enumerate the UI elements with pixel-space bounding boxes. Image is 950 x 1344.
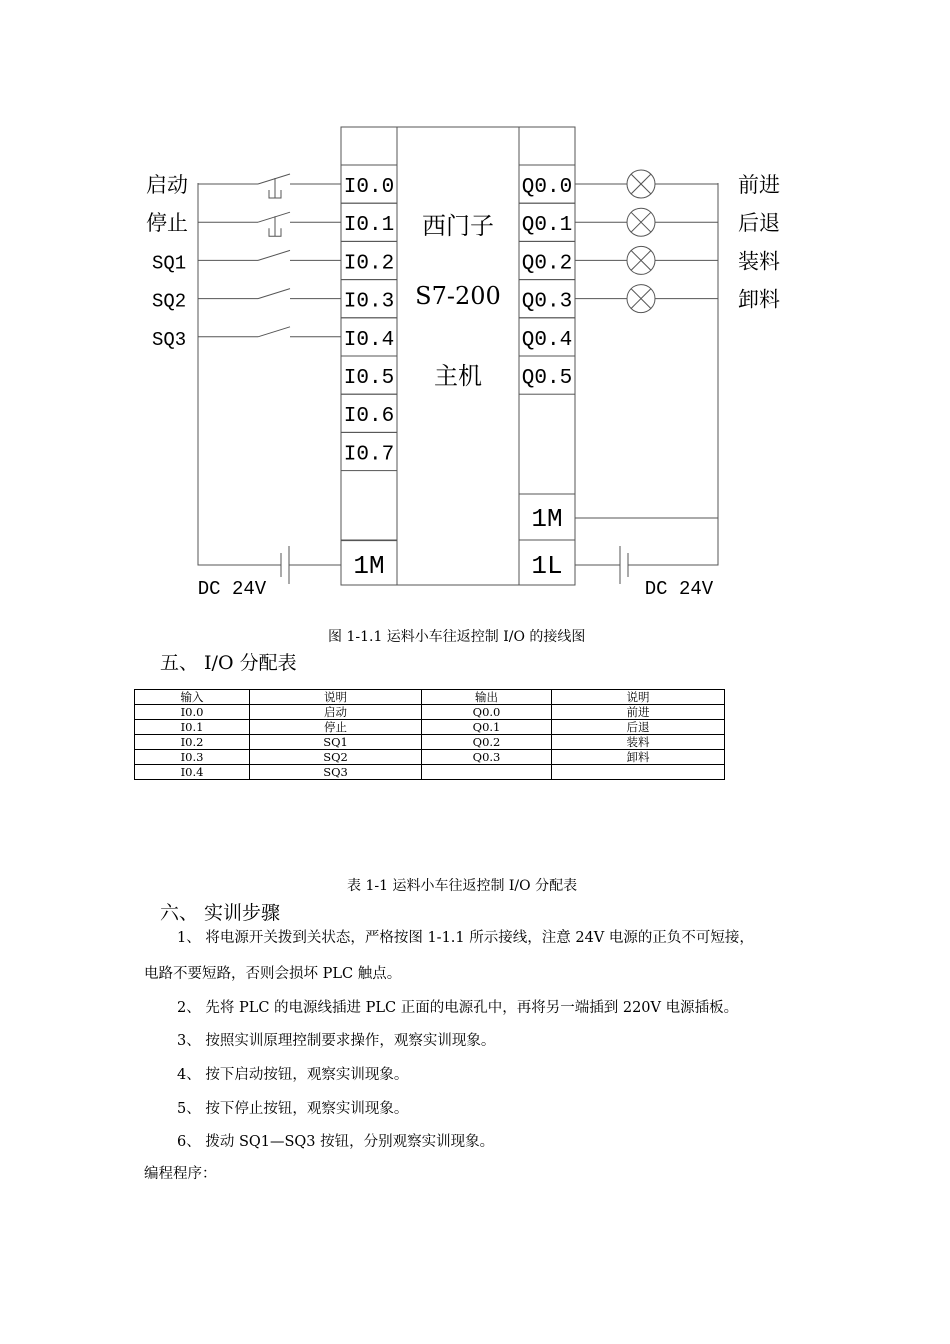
output-terminal-label: Q0.3 — [521, 290, 573, 314]
table-cell: I0.1 — [135, 720, 250, 735]
output-terminal-label: Q0.2 — [521, 252, 573, 276]
table-cell: 卸料 — [552, 750, 725, 765]
table-row — [135, 765, 725, 780]
table-cell: 启动 — [250, 705, 422, 720]
table-row — [135, 750, 725, 765]
output-lamp — [575, 170, 718, 198]
input-switch — [198, 174, 341, 198]
io-allocation-table — [134, 689, 725, 780]
output-terminal-label: Q0.0 — [521, 176, 573, 199]
table-cell: 前进 — [552, 705, 725, 720]
header-input: 输入 — [135, 690, 250, 705]
input-device-label: SQ2 — [152, 290, 187, 313]
input-device-label: 启动 — [146, 173, 188, 197]
section5-heading: 五、 I/O 分配表 — [160, 652, 297, 674]
table-cell: SQ1 — [250, 735, 422, 750]
input-terminal-label: I0.5 — [343, 367, 395, 390]
input-switch — [198, 327, 341, 337]
table-cell: Q0.3 — [422, 750, 552, 765]
table-cell: I0.2 — [135, 735, 250, 750]
header-output: 输出 — [422, 690, 552, 705]
input-device-label: 停止 — [146, 211, 188, 236]
table-row — [135, 735, 725, 750]
input-terminal-label: I0.4 — [343, 328, 395, 352]
output-terminal-label: Q0.1 — [521, 214, 573, 238]
table-cell: 装料 — [552, 735, 725, 750]
output-lamp — [575, 246, 718, 274]
step-4: 4、 按下启动按钮，观察实训现象。 — [177, 1067, 409, 1083]
output-lamp — [575, 285, 718, 313]
table-cell: I0.4 — [135, 765, 250, 780]
output-lamp — [575, 208, 718, 236]
input-terminal-label: I0.0 — [343, 176, 395, 199]
table-cell: Q0.0 — [422, 705, 552, 720]
wiring-diagram — [0, 0, 950, 620]
figure-caption: 图 1-1.1 运料小车往返控制 I/O 的接线图 — [328, 629, 586, 645]
input-switch — [198, 289, 341, 299]
table-cell: SQ3 — [250, 765, 422, 780]
plc-title-line-3: 主机 — [434, 362, 482, 390]
table-cell: Q0.1 — [422, 720, 552, 735]
table-row — [135, 705, 725, 720]
table-row — [135, 720, 725, 735]
input-terminal-label: I0.2 — [343, 252, 395, 276]
table-cell: I0.3 — [135, 750, 250, 765]
step-3: 3、 按照实训原理控制要求操作，观察实训现象。 — [177, 1033, 496, 1049]
input-switch — [198, 250, 341, 260]
input-terminal-label: I0.1 — [343, 214, 395, 238]
input-switch — [198, 212, 341, 236]
supply-right-label: DC 24V — [644, 578, 714, 600]
output-device-label: 装料 — [738, 249, 780, 274]
program-label: 编程程序： — [144, 1166, 217, 1182]
step-1-line-1: 1、 将电源开关拨到关状态，严格按图 1-1.1 所示接线，注意 24V 电源的正负不可短接， — [177, 930, 754, 946]
table-cell: 停止 — [250, 720, 422, 735]
header-desc-output: 说明 — [552, 690, 725, 705]
output-device-label: 前进 — [738, 173, 780, 197]
table-header-row — [135, 690, 725, 705]
output-terminal-label: Q0.5 — [521, 367, 573, 390]
table-cell: 后退 — [552, 720, 725, 735]
common-input-label: 1M — [353, 551, 385, 581]
step-6: 6、 拨动 SQ1—SQ3 按钮，分别观察实训现象。 — [177, 1134, 495, 1150]
header-desc-input: 说明 — [250, 690, 422, 705]
table-cell: SQ2 — [250, 750, 422, 765]
plc-title-line-2: S7-200 — [415, 282, 501, 310]
plc-title-line-1: 西门子 — [422, 212, 494, 240]
output-wiring — [575, 170, 780, 313]
step-5: 5、 按下停止按钮，观察实训现象。 — [177, 1101, 409, 1117]
table-cell: Q0.2 — [422, 735, 552, 750]
common-output-m-label: 1M — [531, 504, 563, 534]
section6-heading: 六、 实训步骤 — [160, 902, 281, 924]
input-terminal-cells — [341, 165, 397, 541]
table-cell — [422, 765, 552, 780]
output-device-label: 后退 — [738, 211, 780, 236]
input-terminal-label: I0.7 — [343, 443, 395, 467]
step-2: 2、 先将 PLC 的电源线插进 PLC 正面的电源孔中，再将另一端插到 220V 电源插板。 — [177, 1000, 739, 1016]
input-terminal-label: I0.3 — [343, 290, 395, 314]
input-device-label: SQ3 — [152, 328, 187, 351]
common-output-l-label: 1L — [531, 551, 563, 581]
table-caption: 表 1-1 运料小车往返控制 I/O 分配表 — [347, 878, 578, 894]
step-1-line-2: 电路不要短路，否则会损坏 PLC 触点。 — [144, 966, 402, 982]
table-cell: I0.0 — [135, 705, 250, 720]
output-terminal-label: Q0.4 — [521, 328, 573, 352]
output-device-label: 卸料 — [738, 287, 780, 312]
input-terminal-label: I0.6 — [343, 405, 395, 429]
input-wiring — [146, 173, 341, 351]
table-cell — [552, 765, 725, 780]
supply-left-label: DC 24V — [197, 578, 267, 600]
input-device-label: SQ1 — [152, 252, 187, 275]
